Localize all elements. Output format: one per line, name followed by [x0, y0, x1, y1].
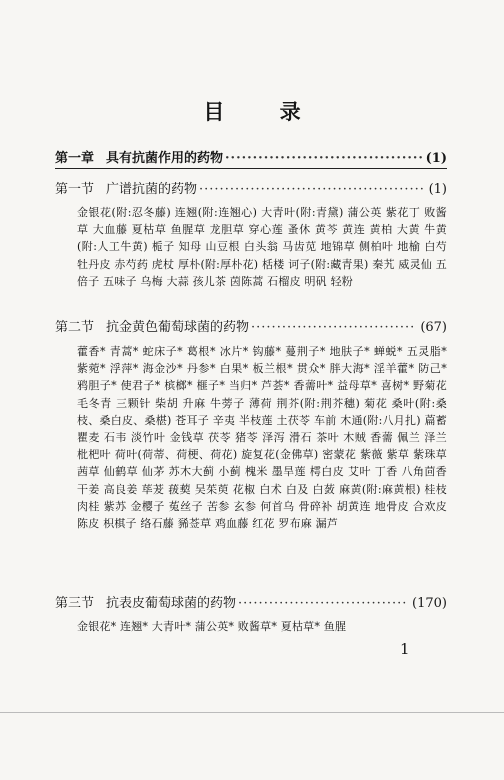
- section-title: 抗金黄色葡萄球菌的药物: [106, 320, 250, 335]
- section-title: 广谱抗菌的药物: [106, 182, 198, 197]
- leader-dots: [238, 596, 408, 611]
- toc-section-1[interactable]: [55, 178, 447, 198]
- bottom-rule: [0, 712, 504, 713]
- section-1-items: 金银花(附:忍冬藤) 连翘(附:连翘心) 大青叶(附:青黛) 蒲公英 紫花丁 败酱草 大血藤 夏枯草 鱼腥草 龙胆草 穿心莲 蚤休 黄芩 黄连 黄柏 大黄 牛黄(附:人工牛黄) 栀子 知母 山豆根 白头翁 马齿苋 地锦草 侧柏叶 地榆 白芍 牡丹皮 赤芍药 虎杖 厚朴(附:厚朴花) 栝楼 诃子(附:藏青果) 秦艽 威灵仙 五倍子 五味子 乌梅 大蒜 孩儿茶 茵陈蒿 石榴皮 明矾 轻粉: [77, 206, 447, 288]
- chapter-title: 具有抗菌作用的药物: [106, 151, 224, 166]
- chapter-rule: [55, 168, 447, 169]
- section-page: (1): [428, 182, 447, 197]
- leader-dots: [225, 151, 422, 166]
- page-number: 1: [400, 640, 410, 658]
- section-3-items: 金银花* 连翘* 大青叶* 蒲公英* 败酱草* 夏枯草* 鱼腥: [77, 620, 347, 633]
- leader-dots: [251, 320, 416, 335]
- section-number: 第二节: [55, 320, 95, 335]
- section-number: 第一节: [55, 182, 95, 197]
- section-page: (67): [420, 320, 447, 335]
- section-2-items: 藿香* 青蒿* 蛇床子* 葛根* 冰片* 钩藤* 蔓荆子* 地肤子* 蝉蜕* 五灵脂* 紫菀* 浮萍* 海金沙* 丹参* 白果* 板兰根* 贯众* 胖大海* 淫羊藿* 防己* 鸦胆子* 使君子* 槟榔* 榧子* 当归* 芦荟* 香薷叶* 益母草* 喜树* 野菊花 毛冬青 三颗针 柴胡 升麻 牛蒡子 薄荷 荆芥(附:荆芥穗) 菊花 桑叶(附:桑枝、桑白皮、桑椹) 苍耳子 辛夷 半枝莲 土茯苓 车前 木通(附:八月扎) 萹蓄 瞿麦 石韦 淡竹叶 金钱草 茯苓 猪苓 泽泻 滑石 茶叶 木贼 香薷 佩兰 泽兰 枇杷叶 荷叶(荷蒂、荷梗、荷花) 旋复花(金佛草) 密蒙花 紫薇 紫草 紫珠草 茜草 仙鹤草 仙茅 苏木大蓟 小蓟 槐米 墨旱莲 樗白皮 艾叶 丁香 八角茴香 干姜 高良姜 荜茇 菝葜 吴茱萸 花椒 白术 白及 白蔹 麻黄(附:麻黄根) 桂枝 肉桂 紫苏 金樱子 菟丝子 苦参 玄参 何首乌 骨碎补 胡黄连 地骨皮 合欢皮 陈皮 枳棋子 络石藤 豨莶草 鸡血藤 红花 罗布麻 漏芦: [77, 345, 447, 531]
- chapter-number: 第一章: [55, 151, 95, 166]
- section-number: 第三节: [55, 596, 95, 611]
- toc-section-3[interactable]: [55, 592, 447, 612]
- leader-dots: [199, 182, 425, 197]
- section-page: (170): [412, 596, 447, 611]
- page-title: 目 录: [203, 99, 325, 124]
- toc-section-2[interactable]: [55, 316, 447, 336]
- chapter-page: (1): [425, 151, 447, 166]
- toc-chapter-1[interactable]: [55, 147, 447, 167]
- section-title: 抗表皮葡萄球菌的药物: [106, 596, 237, 611]
